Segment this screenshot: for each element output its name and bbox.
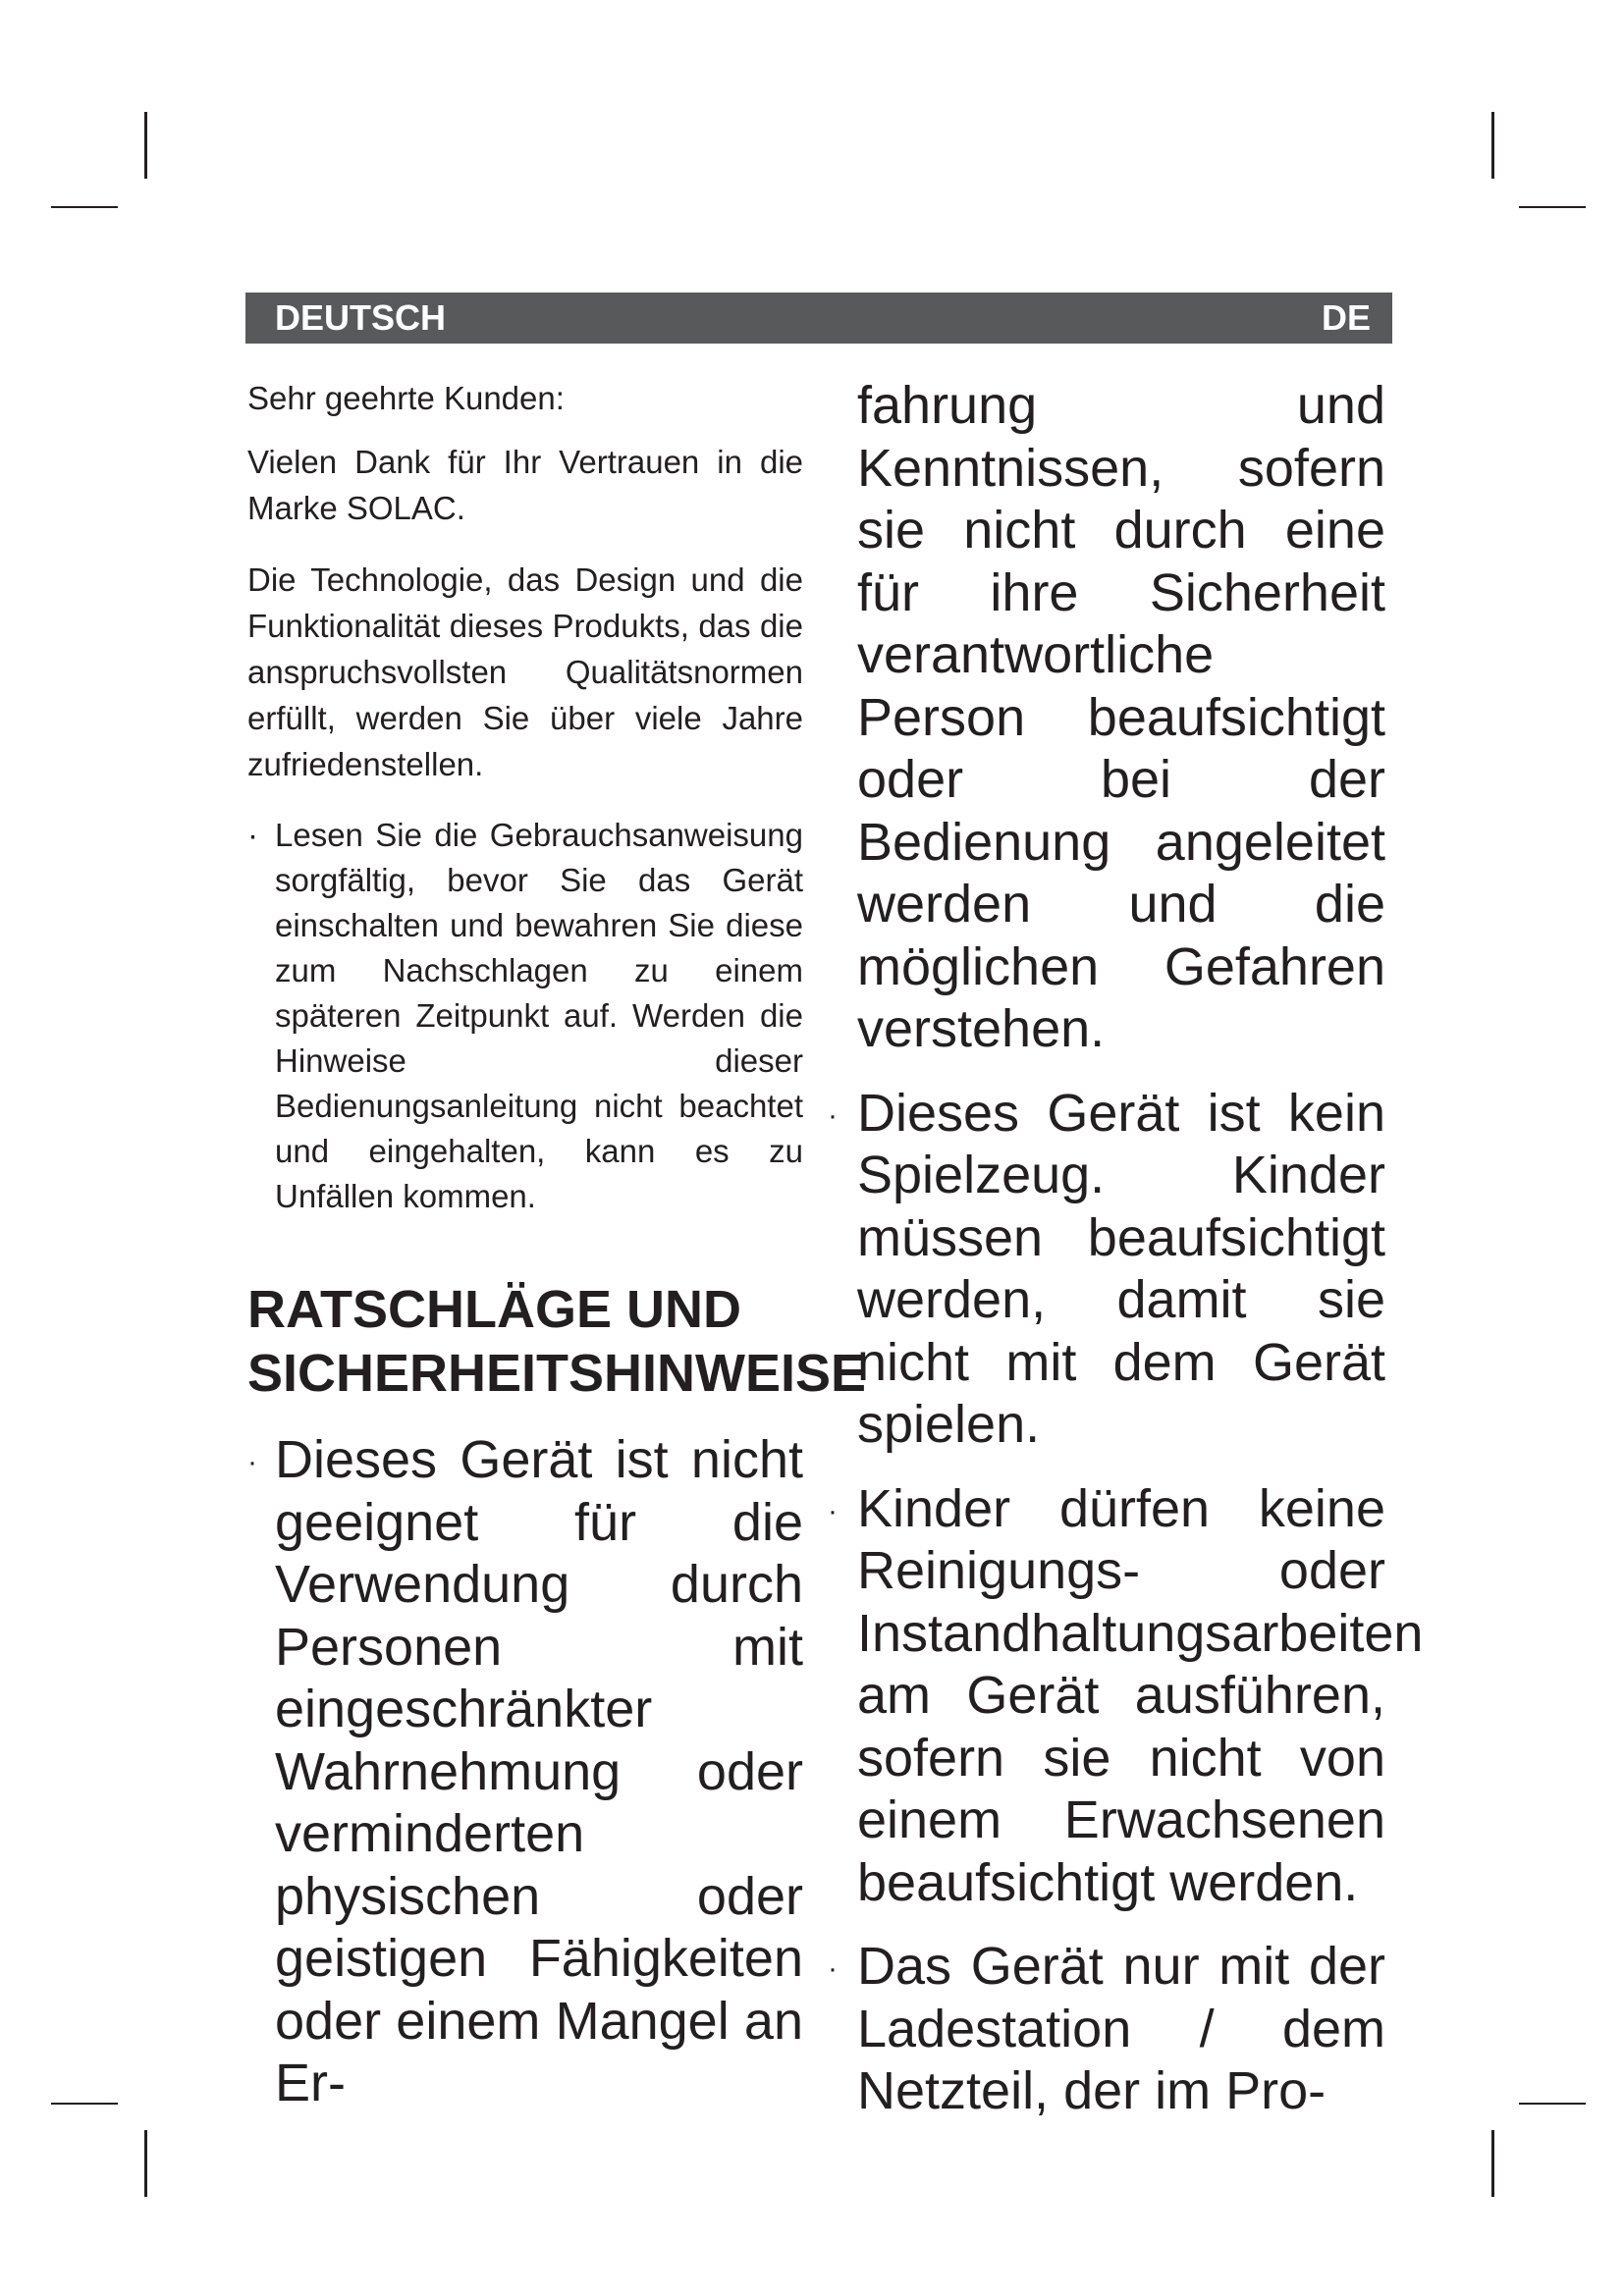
list-item-read-instructions xyxy=(247,813,803,1219)
list-item-children-cleaning xyxy=(828,1478,1424,1915)
crop-mark-bottom-left-vertical xyxy=(144,2130,147,2197)
salutation: Sehr geehrte Kunden: xyxy=(247,380,565,416)
technology-paragraph: Die Technologie, das Design und die Funktionalität dieses Produkts, das die anspruchsvollsten Qualitätsnormen erfüllt, werden Sie über viele Jahre zufriedenstellen. xyxy=(247,561,803,782)
list-item-charging-station xyxy=(828,1936,1385,2123)
crop-mark-bottom-right-vertical xyxy=(1491,2130,1494,2197)
crop-mark-top-right-vertical xyxy=(1491,112,1494,179)
bullet-marker: · xyxy=(828,1494,838,1527)
crop-mark-top-left-vertical xyxy=(144,112,147,179)
bullet-marker: · xyxy=(828,1098,838,1132)
crop-mark-bottom-left-horizontal xyxy=(51,2103,118,2105)
language-header-bar xyxy=(245,293,1392,344)
crop-mark-bottom-right-horizontal xyxy=(1519,2103,1586,2105)
not-suitable-text: Dieses Gerät ist nicht geeignet für die Verwendung durch Personen mit eingeschränkter Wahrnehmung oder verminderten physischen oder geistigen Fähigkeiten oder einem Mangel an Er- xyxy=(275,1430,803,2112)
bullet-marker: · xyxy=(247,1446,257,1478)
thanks-paragraph: Vielen Dank für Ihr Vertrauen in die Marke SOLAC. xyxy=(247,444,803,526)
children-cleaning-text: Kinder dürfen keine Reinigungs- oder Instandhaltungsarbeiten am Gerät ausführen, sofern sie nicht von einem Erwachsenen beaufsichtigt werden. xyxy=(857,1478,1424,1912)
list-item-not-toy xyxy=(828,1083,1385,1457)
read-instructions-text: Lesen Sie die Gebrauchsanweisung sorgfältig, bevor Sie das Gerät einschalten und bewahren Sie diese zum Nachschlagen zu einem späteren Zeitpunkt auf. Werden die Hinweise dieser Bedienungsanleitung nicht beachtet und eingehalten, kann es zu Unfällen kommen. xyxy=(275,817,803,1214)
not-suitable-continued: fahrung und Kenntnissen, sofern sie nicht durch eine für ihre Sicherheit verantwortliche Person beaufsichtigt oder bei der Bedienung angeleitet werden und die möglichen Gefahren verstehen. xyxy=(857,376,1385,1058)
charging-station-text: Das Gerät nur mit der Ladestation / dem Netzteil, der im Pro- xyxy=(857,1937,1385,2120)
left-column xyxy=(247,375,867,2137)
bullet-marker: · xyxy=(828,1952,838,1985)
bullet-marker: · xyxy=(247,817,258,853)
crop-mark-top-left-horizontal xyxy=(51,206,118,208)
list-item-not-suitable xyxy=(247,1429,803,2115)
header-language: DEUTSCH xyxy=(275,297,447,338)
right-column xyxy=(828,375,1424,2145)
not-toy-text: Dieses Gerät ist kein Spielzeug. Kinder müssen beaufsichtigt werden, damit sie nicht mit dem Gerät spielen. xyxy=(857,1083,1385,1454)
crop-mark-top-right-horizontal xyxy=(1519,206,1586,208)
header-language-code: DE xyxy=(1321,297,1371,338)
section-title: RATSCHLÄGE UND SICHERHEITSHINWEISE xyxy=(247,1280,867,1403)
